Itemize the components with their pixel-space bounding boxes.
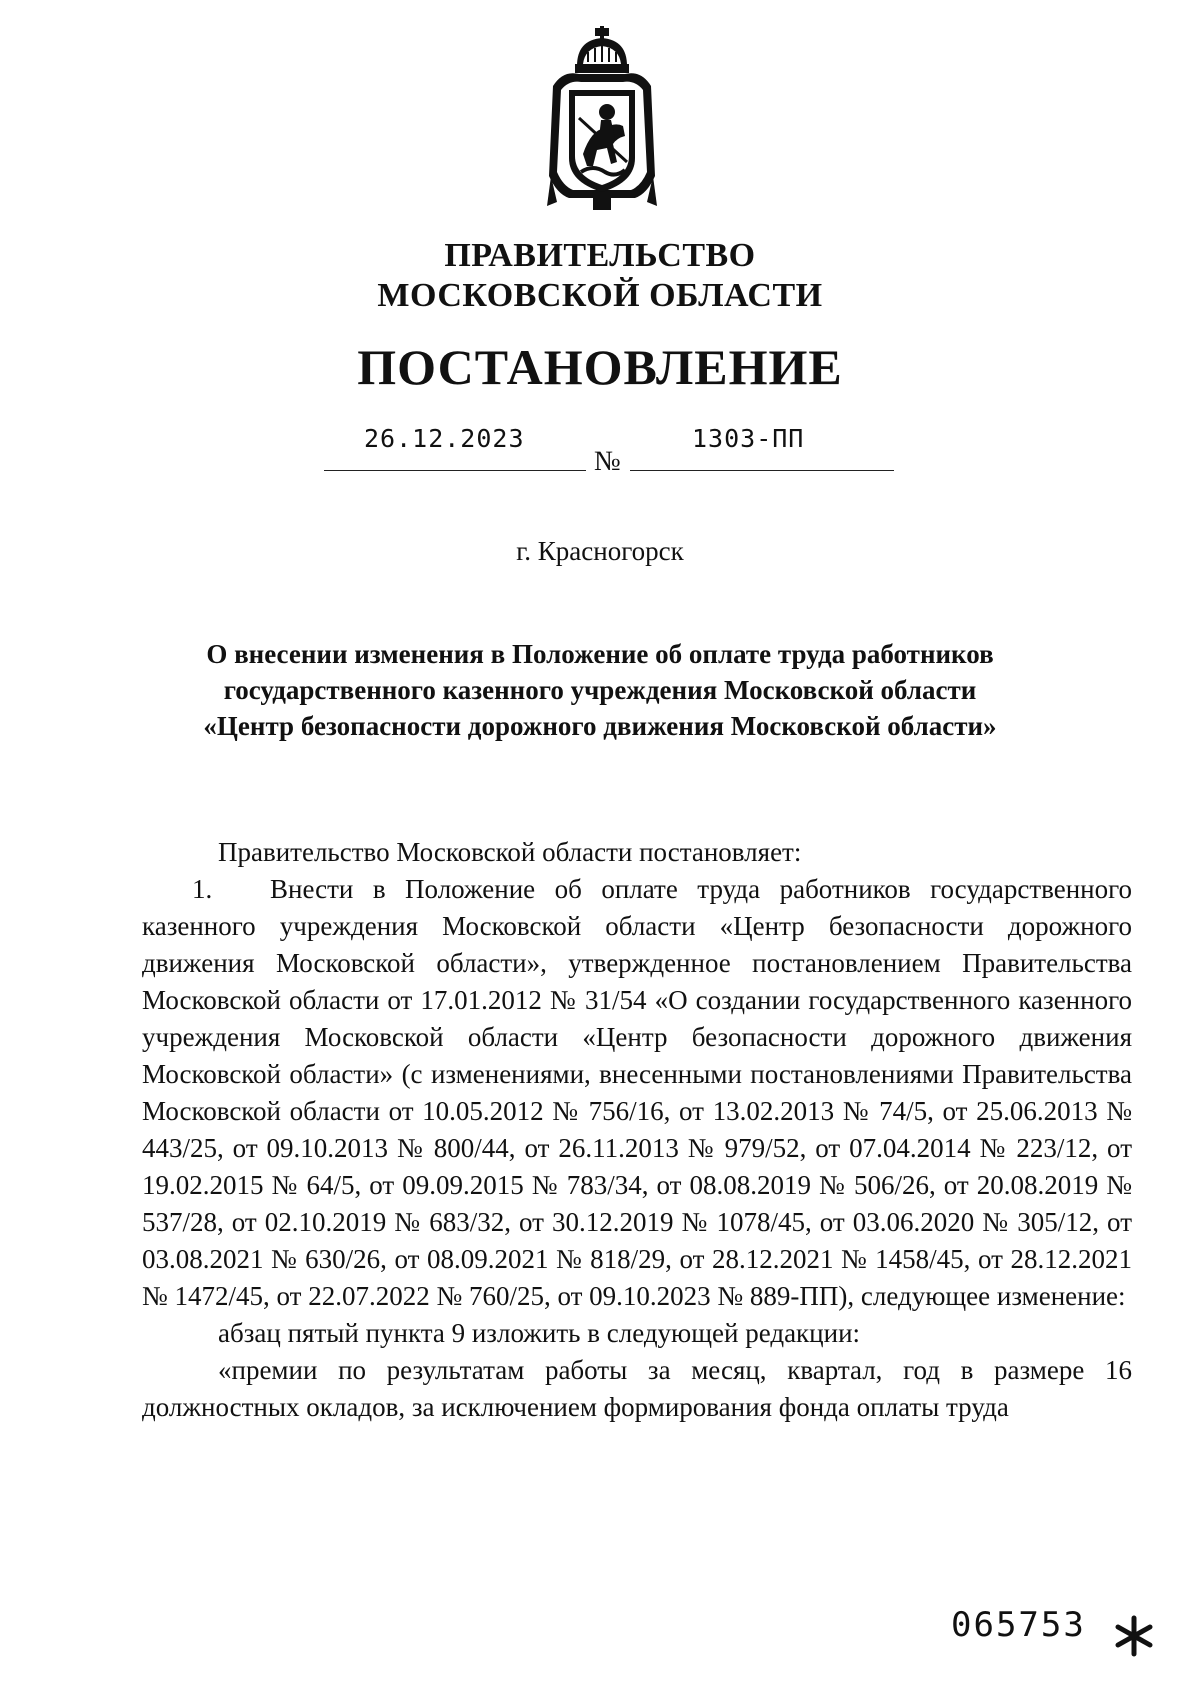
number-underline bbox=[630, 470, 894, 471]
item-1-text: Внести в Положение об оплате труда работников государственного казенного учреждения Московской области «Центр безопасности дорожного движения Московской области», утвержденное постановлением Правительства Московской области от 17.01.2012 № 31/54 «О создании государственного казенного учреждения Московской области «Центр безопасности дорожного движения Московской области» (с изменениями, внесенными постановлениями Правительства Московской области от 10.05.2012 № 756/16, от 13.02.2013 № 74/5, от 25.06.2013 № 443/25, от 09.10.2013 № 800/44, от 26.11.2013 № 979/52, от 07.04.2014 № 223/12, от 19.02.2015 № 64/5, от 09.09.2015 № 783/34, от 08.08.2019 № 506/26, от 20.08.2019 № 537/28, от 02.10.2019 № 683/32, от 30.12.2019 № 1078/45, от 03.06.2020 № 305/12, от 03.08.2021 № 630/26, от 08.09.2021 № 818/29, от 28.12.2021 № 1458/45, от 28.12.2021 № 1472/45, от 22.07.2022 № 760/25, от 09.10.2023 № 889-ПП), следующее изменение: bbox=[142, 874, 1132, 1311]
org-name-line2: МОСКОВСКОЙ ОБЛАСТИ bbox=[377, 277, 823, 314]
paragraph-2: абзац пятый пункта 9 изложить в следующей редакции: bbox=[218, 1318, 861, 1348]
item-1-paragraph bbox=[142, 871, 1132, 1315]
city-name: г. Красногорск bbox=[516, 536, 684, 566]
item-1-number: 1. bbox=[192, 874, 213, 904]
org-name-line1: ПРАВИТЕЛЬСТВО bbox=[444, 237, 756, 274]
coat-of-arms-icon bbox=[543, 26, 661, 214]
form-serial-number: 065753 bbox=[951, 1605, 1086, 1645]
subject-line1: О внесении изменения в Положение об оплате труда работников bbox=[206, 639, 994, 669]
subject-line2: государственного казенного учреждения Московской области bbox=[223, 675, 977, 705]
document-type-title: ПОСТАНОВЛЕНИЕ bbox=[357, 339, 843, 395]
intro-paragraph: Правительство Московской области постановляет: bbox=[218, 837, 802, 867]
document-number: 1303-ПП bbox=[692, 424, 805, 453]
date-underline bbox=[324, 470, 586, 471]
document-body bbox=[142, 834, 1132, 1426]
document-subject bbox=[150, 636, 1050, 744]
subject-line3: «Центр безопасности дорожного движения Московской области» bbox=[203, 711, 997, 741]
paragraph-3: «премии по результатам работы за месяц, квартал, год в размере 16 должностных окладов, за исключением формирования фонда оплаты труда bbox=[142, 1355, 1132, 1422]
number-sign: № bbox=[594, 446, 621, 477]
document-date: 26.12.2023 bbox=[364, 424, 525, 453]
asterisk-mark-icon bbox=[1112, 1614, 1156, 1658]
